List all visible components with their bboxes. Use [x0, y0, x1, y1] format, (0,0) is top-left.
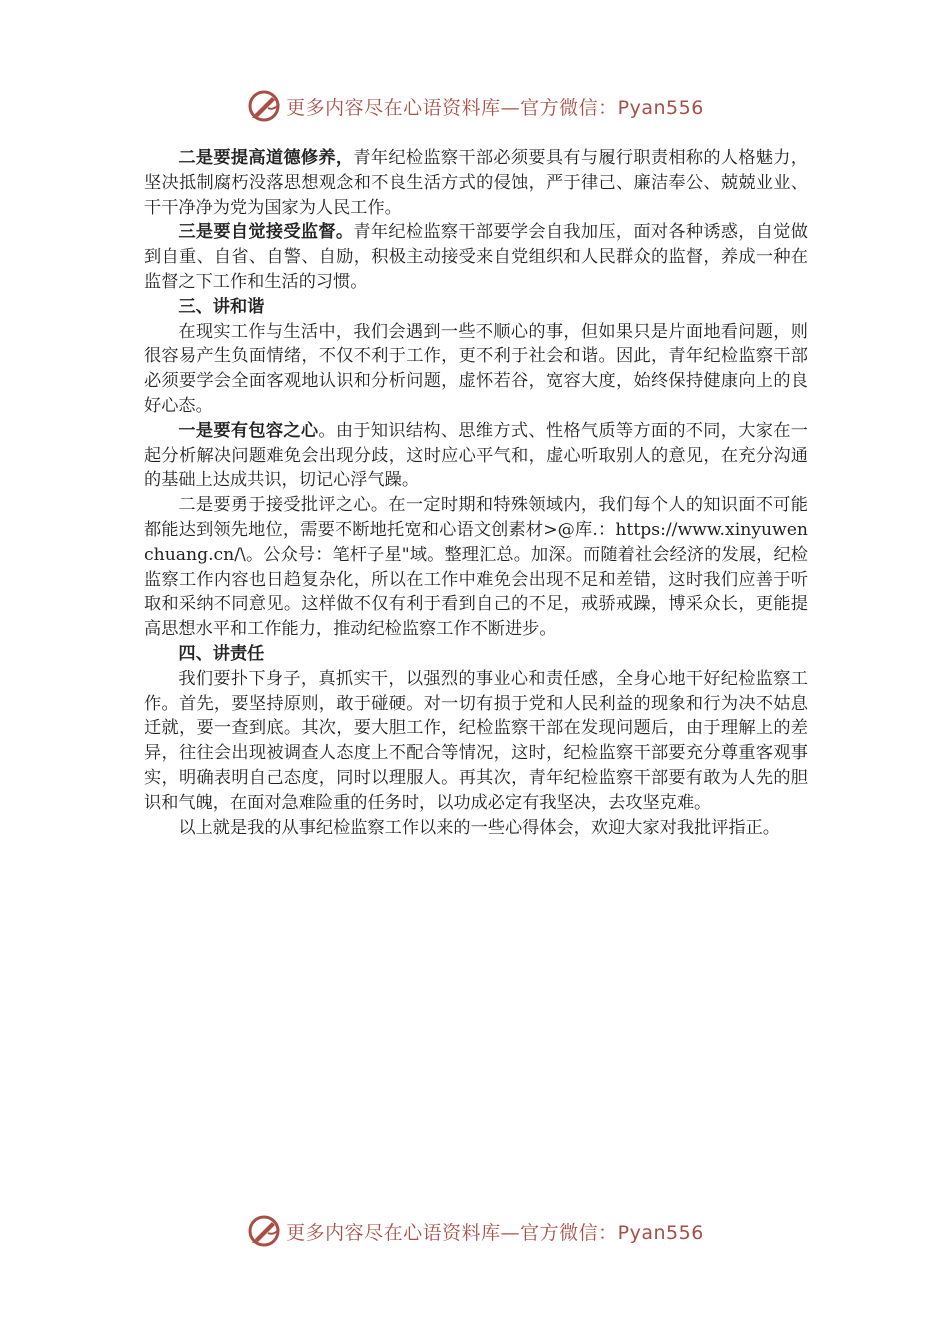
footer-banner-inner [246, 1213, 704, 1249]
footer-banner-text [286, 1218, 704, 1245]
footer-banner-text-cn: 更多内容尽在心语资料库—官方微信： [286, 1221, 618, 1244]
footer-banner [0, 1209, 950, 1253]
header-banner-wechat-id: Pyan556 [617, 96, 704, 119]
paragraph-4-lead: 一是要有包容之心 [178, 420, 319, 441]
paragraph-7: 以上就是我的从事纪检监察工作以来的一些心得体会，欢迎大家对我批评指正。 [178, 817, 780, 838]
paragraph-1-lead: 二是要提高道德修养， [178, 148, 354, 168]
header-banner-text [286, 93, 704, 120]
paragraph-3: 在现实工作与生活中，我们会遇到一些不顺心的事，但如果只是片面地看问题，则很容易产生负面情绪，不仅不利于工作，更不利于社会和谐。因此，青年纪检监察干部必须要学会全面客观地认识和分析问题，虚怀若谷，宽容大度，始终保持健康向上的良好心态。 [144, 321, 808, 416]
footer-banner-wechat-id: Pyan556 [617, 1221, 704, 1244]
section-heading-3: 三、讲和谐 [178, 296, 265, 317]
paragraph-4-text: 。由于知识结构、思维方式、性格气质等方面的不同，大家在一起分析解决问题难免会出现分歧，这时应心平气和，虚心听取别人的意见，在充分沟通的基础上达成共识，切记心浮气躁。 [144, 420, 808, 491]
paragraph-6: 我们要扑下身子，真抓实干，以强烈的事业心和责任感，全身心地干好纪检监察工作。首先，要坚持原则，敢于碰硬。对一切有损于党和人民利益的现象和行为决不姑息迁就，要一查到底。其次，要大胆工作，纪检监察干部在发现问题后，由于理解上的差异，往往会出现被调查人态度上不配合等情况，这时，纪检监察干部要充分尊重客观事实，明确表明自己态度，同时以理服人。再其次，青年纪检监察干部要有敢为人先的胆识和气魄，在面对急难险重的任务时，以功成必定有我坚决，去攻坚克难。 [144, 668, 808, 813]
paragraph-2-text: 青年纪检监察干部要学会自我加压，面对各种诱惑，自觉做到自重、自省、自警、自励，积极主动接受来自党组织和人民群众的监督，养成一种在监督之下工作和生活的习惯。 [144, 222, 808, 292]
paragraph-1 [144, 146, 808, 220]
section-heading-4: 四、讲责任 [178, 643, 265, 664]
paragraph-5: 二是要勇于接受批评之心。在一定时期和特殊领域内，我们每个人的知识面不可能都能达到领先地位，需要不断地托宽和心语文创素材>@库.：https://www.xinyuwenchuang.cn/\。公众号：笔杆子星"域。整理汇总。加深。而随着社会经济的发展，纪检监察工作内容也日趋复杂化，所以在工作中难免会出现不足和差错，这时我们应善于听取和采纳不同意见。这样做不仅有利于看到自己的不足，戒骄戒躁，博采众长，更能提高思想水平和工作能力，推动纪检监察工作不断进步。 [144, 495, 808, 640]
header-banner-inner [246, 88, 704, 124]
paragraph-2-lead: 三是要自觉接受监督。 [178, 222, 354, 243]
pen-seal-icon [246, 88, 282, 124]
header-banner [0, 84, 950, 128]
paragraph-1-text: 青年纪检监察干部必须要具有与履行职责相称的人格魅力，坚决抵制腐朽没落思想观念和不良生活方式的侵蚀，严于律己、廉洁奉公、兢兢业业、干干净净为党为国家为人民工作。 [144, 148, 808, 218]
paragraph-4 [144, 419, 808, 493]
header-banner-text-cn: 更多内容尽在心语资料库—官方微信： [286, 96, 618, 119]
paragraph-2 [144, 220, 808, 294]
document-body [144, 146, 808, 840]
pen-seal-icon [246, 1213, 282, 1249]
